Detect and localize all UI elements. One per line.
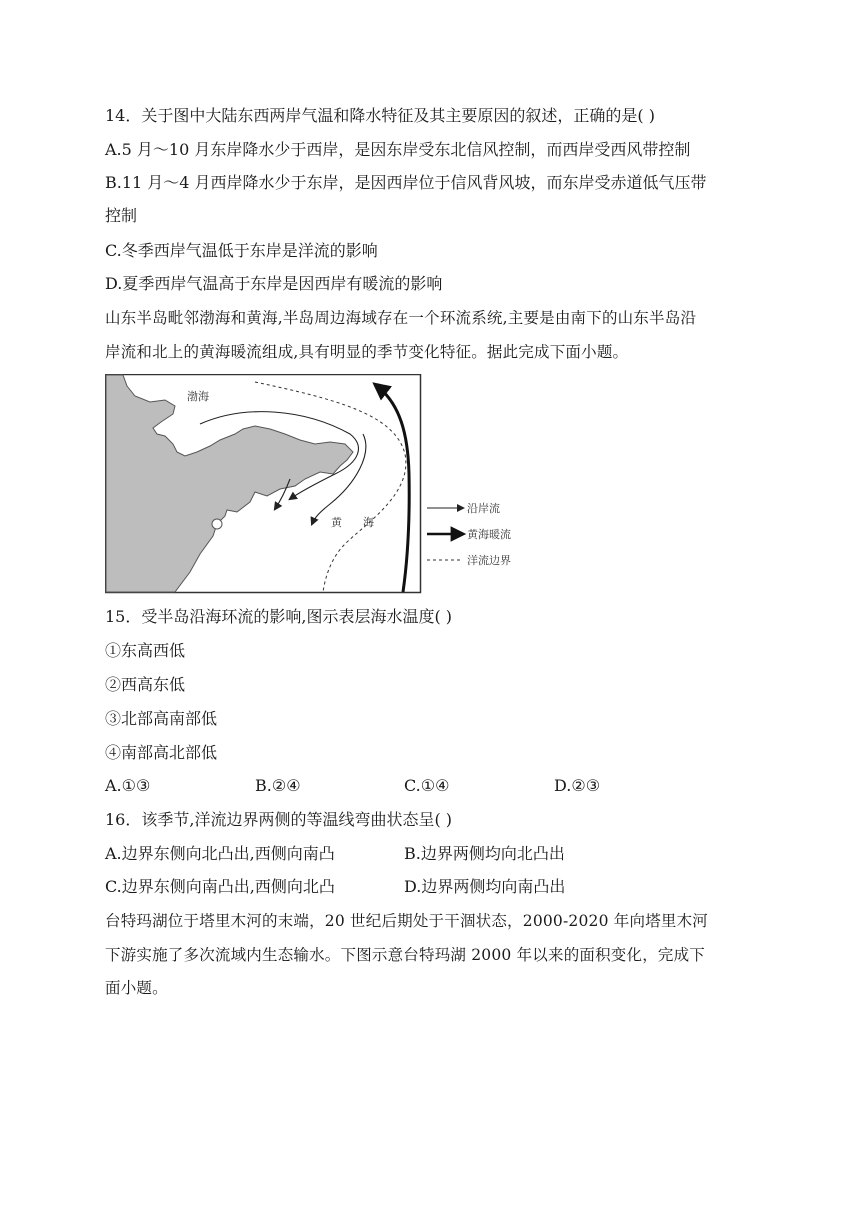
q15-statement-1: ①东高西低 — [105, 641, 186, 660]
q15-option-b: B.②④ — [255, 776, 301, 795]
q15-option-d: D.②③ — [554, 776, 601, 795]
intro1-line1: 山东半岛毗邻渤海和黄海,半岛周边海域存在一个环流系统,主要是由南下的山东半岛沿 — [105, 309, 697, 327]
q14-option-c: C.冬季西岸气温低于东岸是洋流的影响 — [105, 241, 378, 260]
intro2-line1: 台特玛湖位于塔里木河的末端，20 世纪后期处于干涸状态，2000-2020 年向塔里木河 — [105, 912, 709, 930]
bohai-label: 渤海 — [187, 390, 209, 403]
intro2-line2: 下游实施了多次流域内生态输水。下图示意台特玛湖 2000 年以来的面积变化，完成下 — [105, 946, 706, 964]
legend-warm-label: 黄海暖流 — [467, 528, 511, 541]
q14-option-b-line1: B.11 月～4 月西岸降水少于东岸，是因西岸位于信风背风坡，而东岸受赤道低气压带 — [105, 173, 707, 192]
q16-option-b: B.边界两侧均向北凸出 — [404, 844, 565, 863]
q15-option-c: C.①④ — [404, 776, 450, 795]
q14-option-b-line2: 控制 — [105, 206, 138, 225]
shandong-peninsula-current-map — [105, 374, 525, 596]
q15-statement-4: ④南部高北部低 — [105, 743, 218, 762]
q15-statement-2: ②西高东低 — [105, 675, 186, 694]
island — [212, 519, 222, 529]
q14-stem: 14．关于图中大陆东西两岸气温和降水特征及其主要原因的叙述，正确的是( ) — [105, 106, 655, 125]
q16-stem: 16．该季节,洋流边界两侧的等温线弯曲状态呈( ) — [105, 810, 453, 829]
q16-option-d: D.边界两侧均向南凸出 — [404, 877, 566, 896]
q15-stem: 15．受半岛沿海环流的影响,图示表层海水温度( ) — [105, 607, 453, 626]
legend-coastal-label: 沿岸流 — [467, 502, 500, 515]
intro2-line3: 面小题。 — [105, 979, 168, 997]
q14-option-d: D.夏季西岸气温高于东岸是因西岸有暖流的影响 — [105, 274, 443, 293]
q16-option-c: C.边界东侧向南凸出,西侧向北凸 — [105, 877, 335, 896]
q15-option-a: A.①③ — [105, 776, 151, 795]
legend-boundary-label: 洋流边界 — [467, 554, 511, 567]
q14-option-a: A.5 月～10 月东岸降水少于西岸，是因东岸受东北信风控制，而西岸受西风带控制 — [105, 140, 691, 159]
q16-option-a: A.边界东侧向北凸出,西侧向南凸 — [105, 844, 335, 863]
yellow-sea-label-hai: 海 — [363, 516, 374, 529]
q15-statement-3: ③北部高南部低 — [105, 709, 218, 728]
intro1-line2: 岸流和北上的黄海暖流组成,具有明显的季节变化特征。据此完成下面小题。 — [105, 343, 629, 361]
yellow-sea-label-huang: 黄 — [331, 516, 342, 529]
